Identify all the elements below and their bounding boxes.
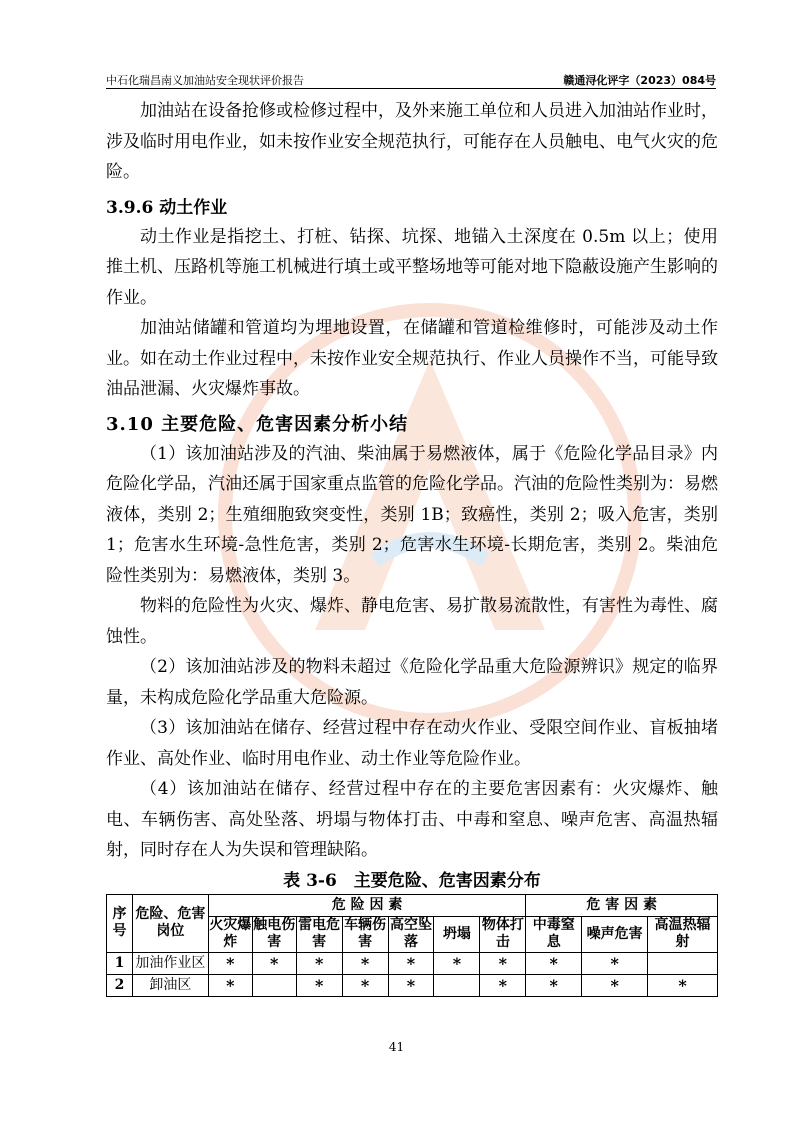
paragraph-396-1: 动土作业是指挖土、打桩、钻探、坑探、地锚入土深度在 0.5m 以上；使用推土机、压路机等施工机械进行填土或平整场地等可能对地下隐蔽设施产生影响的作业。: [106, 226, 718, 308]
hazard-distribution-table: [106, 894, 718, 997]
header-harm-group: 危 害 因 素: [526, 894, 718, 916]
row-seq: 1: [107, 952, 133, 974]
report-title: 中石化瑞昌南义加油站安全现状评价报告: [106, 74, 304, 87]
paragraph-310-2: 物料的危险性为火灾、爆炸、静电危害、易扩散易流散性，有害性为毒性、腐蚀性。: [106, 596, 718, 647]
row-mark: *: [582, 974, 648, 996]
row-mark: [434, 974, 480, 996]
header-factor: 噪声危害: [582, 916, 648, 952]
row-mark: *: [296, 974, 342, 996]
row-mark: [648, 952, 718, 974]
header-location: 危险、危害岗位: [132, 894, 208, 952]
header-factor: 触电伤害: [253, 917, 296, 950]
row-mark: *: [480, 974, 526, 996]
header-danger-group: 危 险 因 素: [208, 894, 525, 916]
row-mark: *: [342, 952, 388, 974]
row-mark: *: [208, 974, 252, 996]
row-mark: [252, 974, 296, 996]
paragraph-310-5: （4）该加油站在储存、经营过程中存在的主要危害因素有：火灾爆炸、触电、车辆伤害、高处坠落、坍塌与物体打击、中毒和窒息、噪声危害、高温热辐射，同时存在人为失误和管理缺陷。: [106, 779, 718, 860]
page-body: [106, 96, 718, 997]
page-number: 41: [388, 1040, 405, 1054]
header-factor: 高温热辐射: [648, 916, 718, 952]
row-mark: *: [526, 974, 582, 996]
row-mark: *: [388, 974, 434, 996]
row-mark: *: [388, 952, 434, 974]
table-header-row-group: [107, 894, 718, 916]
row-mark: *: [526, 952, 582, 974]
row-mark: *: [582, 952, 648, 974]
table-row: [107, 974, 718, 996]
row-seq: 2: [107, 974, 133, 996]
paragraph-396-2: 加油站储罐和管道均为埋地设置，在储罐和管道检维修时，可能涉及动土作业。如在动土作业过程中，未按作业安全规范执行、作业人员操作不当，可能导致油品泄漏、火灾爆炸事故。: [106, 318, 718, 399]
report-number: 赣通浔化评字（2023）084号: [563, 74, 716, 87]
paragraph-310-4: （3）该加油站在储存、经营过程中存在动火作业、受限空间作业、盲板抽堵作业、高处作业、临时用电作业、动土作业等危险作业。: [106, 718, 718, 769]
table-title: 表 3-6 主要危险、危害因素分布: [283, 870, 541, 891]
row-mark: *: [252, 952, 296, 974]
row-mark: *: [208, 952, 252, 974]
page-header: [106, 70, 716, 89]
header-seq: 序号: [107, 894, 133, 952]
row-location: 卸油区: [132, 974, 208, 996]
paragraph-310-3: （2）该加油站涉及的物料未超过《危险化学品重大危险源辨识》规定的临界量，未构成危险化学品重大危险源。: [106, 657, 718, 708]
header-factor: 高空坠落: [389, 917, 432, 950]
header-factor: 坍塌: [434, 916, 480, 952]
paragraph-310-1: （1）该加油站涉及的汽油、柴油属于易燃液体，属于《危险化学品目录》内危险化学品，汽油还属于国家重点监管的危险化学品。汽油的危险性类别为：易燃液体，类别 2；生殖细胞致突变性，类别 1B；致癌性，类别 2；吸入危害，类别 1；危害水生环境-急性危害，类别 2；危害水生环境-长期危害，类别 2。柴油危险性类别为：易燃液体，类别 3。: [106, 443, 718, 586]
row-mark: *: [296, 952, 342, 974]
row-mark: *: [480, 952, 526, 974]
header-factor: 中毒窒息: [526, 916, 582, 952]
header-factor: 物体打击: [481, 917, 524, 950]
row-location: 加油作业区: [132, 952, 208, 974]
row-mark: *: [434, 952, 480, 974]
paragraph-electrical: 加油站在设备抢修或检修过程中，及外来施工单位和人员进入加油站作业时，涉及临时用电作业，如未按作业安全规范执行，可能存在人员触电、电气火灾的危险。: [106, 101, 718, 182]
section-heading-396: 3.9.6 动土作业: [106, 197, 228, 218]
section-heading-310: 3.10 主要危险、危害因素分析小结: [106, 413, 409, 435]
header-factor: 雷电危害: [298, 917, 341, 950]
table-row: [107, 952, 718, 974]
header-factor: 车辆伤害: [344, 917, 387, 950]
row-mark: *: [648, 974, 718, 996]
header-factor: 火灾爆炸: [209, 917, 252, 950]
row-mark: *: [342, 974, 388, 996]
